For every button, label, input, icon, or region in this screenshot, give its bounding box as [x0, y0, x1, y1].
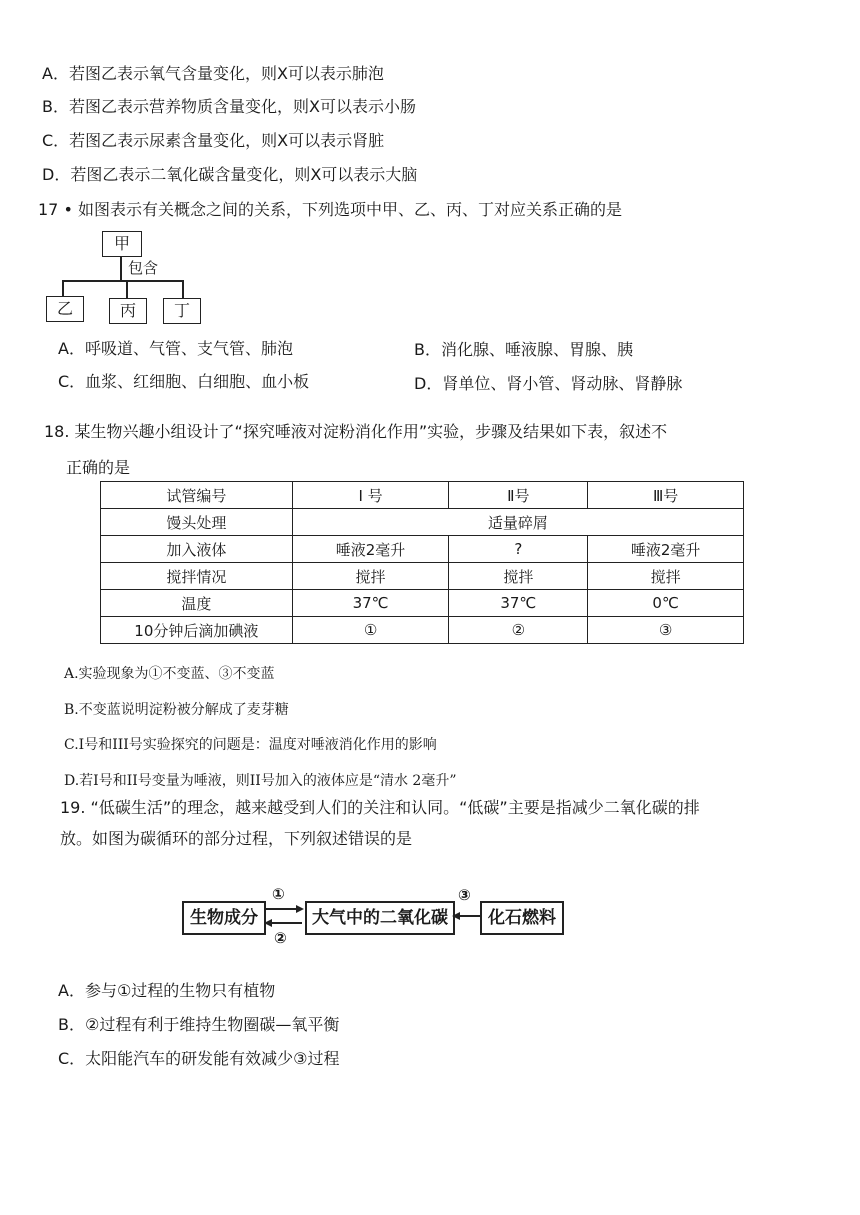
q17-option-b: B．消化腺、唾液腺、胃腺、胰 [414, 340, 633, 359]
table-cell: 搅拌 [292, 563, 449, 590]
table-row [101, 563, 744, 590]
label-process-2: ② [274, 929, 287, 947]
table-cell: 37℃ [292, 590, 449, 617]
arrow-lines [262, 896, 482, 940]
table-row [101, 536, 744, 563]
table-cell: Ⅲ号 [588, 482, 744, 509]
arrowhead-process-2 [264, 919, 272, 927]
table-row [101, 509, 744, 536]
concept-box-ding: 丁 [163, 298, 201, 324]
table-cell: ② [449, 617, 588, 644]
q19-option-c: C．太阳能汽车的研发能有效减少③过程 [58, 1049, 340, 1068]
table-cell: 搅拌 [588, 563, 744, 590]
q19-option-a: A．参与①过程的生物只有植物 [58, 981, 276, 1000]
q18-stem-line1: 18. 某生物兴趣小组设计了“探究唾液对淀粉消化作用”实验，步骤及结果如下表，叙述不 [44, 422, 668, 441]
q16-option-d: D．若图乙表示二氧化碳含量变化，则X可以表示大脑 [42, 165, 418, 184]
connector-right [182, 280, 184, 298]
concept-box-yi: 乙 [46, 296, 84, 322]
concept-box-jia: 甲 [102, 231, 142, 257]
q16-option-a: A．若图乙表示氧气含量变化，则X可以表示肺泡 [42, 64, 384, 83]
label-process-3: ③ [458, 886, 471, 904]
table-row [101, 617, 744, 644]
label-process-1: ① [272, 885, 285, 903]
connector-vertical [120, 257, 122, 280]
connector-middle [126, 280, 128, 298]
table-cell: 唾液2毫升 [292, 536, 449, 563]
table-cell: ③ [588, 617, 744, 644]
concept-box-bing: 丙 [109, 298, 147, 324]
table-cell: 0℃ [588, 590, 744, 617]
connector-left [62, 280, 64, 296]
table-cell: 适量碎屑 [292, 509, 743, 536]
table-cell: 馒头处理 [101, 509, 293, 536]
experiment-table [100, 481, 744, 644]
q17-stem: 17 • 如图表示有关概念之间的关系，下列选项中甲、乙、丙、丁对应关系正确的是 [38, 200, 622, 219]
q18-option-a: A.实验现象为①不变蓝、③不变蓝 [64, 666, 275, 682]
table-cell: 10分钟后滴加碘液 [101, 617, 293, 644]
q16-option-c: C．若图乙表示尿素含量变化，则X可以表示肾脏 [42, 131, 385, 150]
box-fossil-fuels: 化石燃料 [480, 901, 564, 935]
q18-option-d: D.若I号和II号变量为唾液，则II号加入的液体应是“清水 2毫升” [64, 773, 457, 789]
table-cell: 搅拌情况 [101, 563, 293, 590]
q17-option-c: C．血浆、红细胞、白细胞、血小板 [58, 372, 310, 391]
table-cell: 搅拌 [449, 563, 588, 590]
q18-stem-line2: 正确的是 [66, 458, 131, 477]
relation-label: 包含 [128, 259, 159, 277]
q18-option-b: B.不变蓝说明淀粉被分解成了麦芽糖 [64, 702, 289, 718]
q17-option-d: D．肾单位、肾小管、肾动脉、肾静脉 [414, 374, 683, 393]
table-cell: Ⅱ号 [449, 482, 588, 509]
table-row [101, 482, 744, 509]
table-cell: 唾液2毫升 [588, 536, 744, 563]
connector-horizontal [62, 280, 182, 282]
table-cell: 加入液体 [101, 536, 293, 563]
q19-stem-line2: 放。如图为碳循环的部分过程，下列叙述错误的是 [60, 829, 413, 848]
table-cell: 37℃ [449, 590, 588, 617]
table-cell: 试管编号 [101, 482, 293, 509]
arrowhead-process-3 [452, 912, 460, 920]
q19-option-b: B．②过程有利于维持生物圈碳—氧平衡 [58, 1015, 340, 1034]
q19-stem-line1: 19. “低碳生活”的理念，越来越受到人们的关注和认同。“低碳”主要是指减少二氧化碳的排 [60, 798, 700, 817]
table-cell: 温度 [101, 590, 293, 617]
q17-option-a: A．呼吸道、气管、支气管、肺泡 [58, 339, 293, 358]
q16-option-b: B．若图乙表示营养物质含量变化，则X可以表示小肠 [42, 97, 416, 116]
table-cell: ① [292, 617, 449, 644]
arrowhead-process-1 [296, 905, 304, 913]
box-atmospheric-co2: 大气中的二氧化碳 [305, 901, 455, 935]
table-cell: Ⅰ 号 [292, 482, 449, 509]
box-biological-components: 生物成分 [182, 901, 266, 935]
table-row [101, 590, 744, 617]
table-cell: ? [449, 536, 588, 563]
q18-option-c: C.I号和III号实验探究的问题是：温度对唾液消化作用的影响 [64, 737, 437, 753]
